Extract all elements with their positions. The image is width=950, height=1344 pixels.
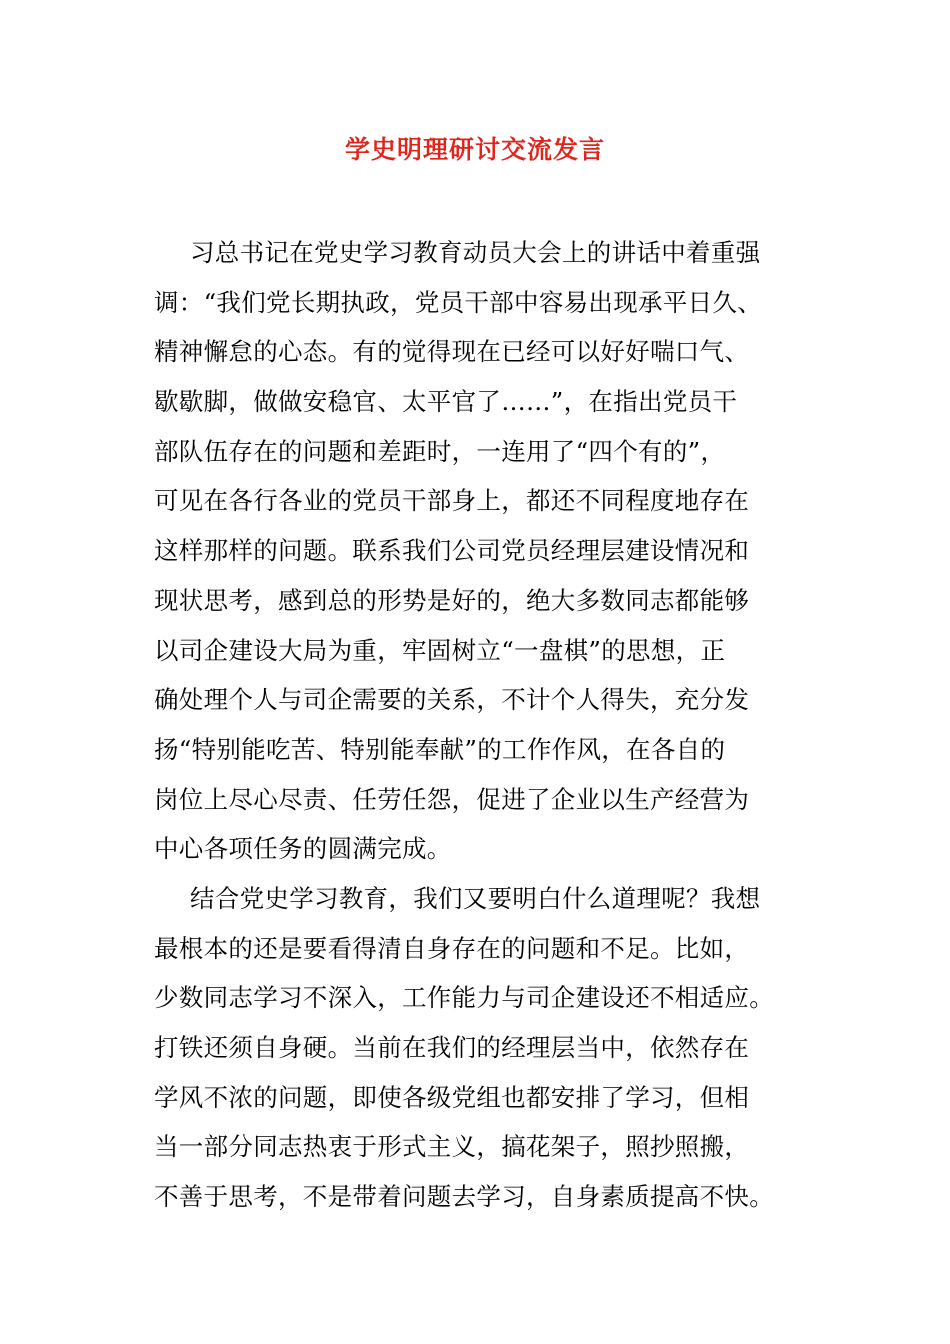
text-line: 以司企建设大局为重，牢固树立“一盘棋”的思想，正 [154, 635, 726, 665]
paragraph-1 [154, 228, 814, 874]
text-line: 精神懈怠的心态。有的觉得现在已经可以好好喘口气、 [154, 337, 750, 367]
text-line: 当一部分同志热衷于形式主义，搞花架子，照抄照搬， [154, 1132, 750, 1162]
text-line: 这样那样的问题。联系我们公司党员经理层建设情况和 [154, 536, 750, 566]
text-line: 少数同志学习不深入，工作能力与司企建设还不相适应。 [154, 983, 774, 1013]
text-line: 最根本的还是要看得清自身存在的问题和不足。比如， [154, 933, 750, 963]
document-body [154, 228, 814, 1222]
text-line: 打铁还须自身硬。当前在我们的经理层当中，依然存在 [154, 1033, 750, 1062]
text-line: 不善于思考，不是带着问题去学习，自身素质提高不快。 [154, 1182, 774, 1212]
paragraph-2 [154, 874, 814, 1222]
text-line: 现状思考，感到总的形势是好的，绝大多数同志都能够 [154, 585, 750, 615]
document-title: 学史明理研讨交流发言 [344, 135, 605, 164]
text-line: 中心各项任务的圆满完成。 [154, 834, 452, 864]
text-line: 可见在各行各业的党员干部身上，都还不同程度地存在 [154, 486, 750, 516]
text-line: 歇歇脚，做做安稳官、太平官了……”，在指出党员干 [154, 387, 738, 417]
text-line: 扬“特别能吃苦、特别能奉献”的工作作风，在各自的 [154, 734, 726, 764]
text-line: 习总书记在党史学习教育动员大会上的讲话中着重强 [190, 238, 761, 267]
text-line: 岗位上尽心尽责、任劳任怨，促进了企业以生产经营为 [154, 784, 750, 814]
text-line: 学风不浓的问题，即使各级党组也都安排了学习，但相 [154, 1082, 750, 1112]
text-line: 结合党史学习教育，我们又要明白什么道理呢？我想 [190, 883, 761, 913]
text-line: 确处理个人与司企需要的关系，不计个人得失，充分发 [154, 685, 750, 715]
text-line: 调：“我们党长期执政，党员干部中容易出现承平日久、 [154, 287, 763, 317]
text-line: 部队伍存在的问题和差距时，一连用了“四个有的”， [154, 436, 726, 466]
